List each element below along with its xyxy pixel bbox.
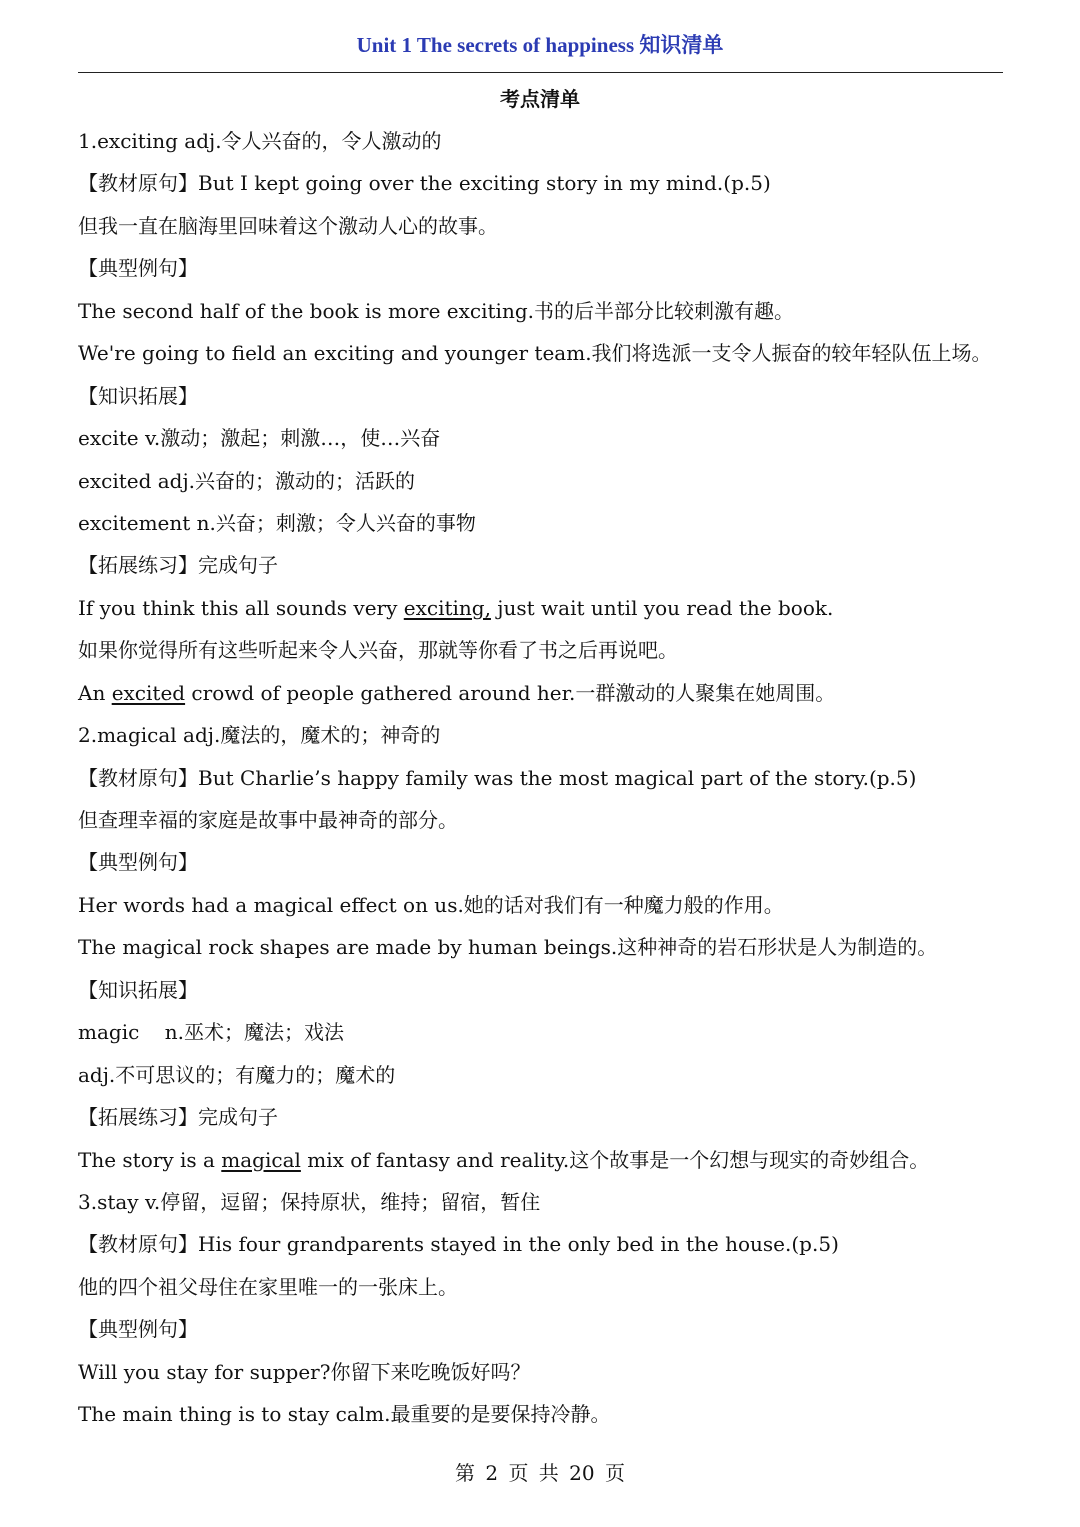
subsection-label: 【典型例句】 (78, 850, 198, 875)
example-sentence: The second half of the book is more exciting.书的后半部分比较刺激有趣。 (78, 298, 794, 323)
exercise-answer: exciting, (403, 595, 491, 620)
example-sentence: Her words had a magical effect on us.她的话对我们有一种魔力般的作用。 (78, 892, 784, 917)
exercise-answer: magical (221, 1147, 301, 1172)
exercise-sentence (78, 676, 1038, 718)
exercise-text: crowd of people gathered around her.一群激动的人聚集在她周围。 (185, 680, 836, 705)
example-sentence: The main thing is to stay calm.最重要的是要保持冷静。 (78, 1402, 611, 1427)
subsection-label: 【知识拓展】 (78, 977, 198, 1002)
word-form-line: magic n.巫术；魔法；戏法 (78, 1020, 344, 1045)
subsection-label: 【拓展练习】完成句子 (78, 1105, 278, 1130)
word-form-line: excited adj.兴奋的；激动的；活跃的 (78, 468, 416, 493)
textbook-sentence: 【教材原句】But I kept going over the exciting story in my mind.(p.5) (78, 171, 771, 196)
entry-heading: 2.magical adj.魔法的，魔术的；神奇的 (78, 723, 441, 748)
subsection-label: 【典型例句】 (78, 256, 198, 281)
exercise-text: just wait until you read the book. (490, 595, 834, 620)
exercise-text: An (78, 680, 112, 705)
entry-heading: 1.exciting adj.令人兴奋的，令人激动的 (78, 129, 442, 153)
exercise-answer: excited (111, 680, 186, 705)
word-form-line: adj.不可思议的；有魔力的；魔术的 (78, 1062, 396, 1087)
example-sentence: The magical rock shapes are made by human beings.这种神奇的岩石形状是人为制造的。 (78, 935, 938, 960)
textbook-sentence: 【教材原句】His four grandparents stayed in the only bed in the house.(p.5) (78, 1232, 839, 1257)
subsection-label: 【拓展练习】完成句子 (78, 553, 278, 578)
word-form-line: excitement n.兴奋；刺激；令人兴奋的事物 (78, 510, 476, 535)
page-number: 第 2 页 共 20 页 (455, 1461, 625, 1485)
subsection-label: 【知识拓展】 (78, 383, 198, 408)
exercise-text: mix of fantasy and reality.这个故事是一个幻想与现实的奇妙组合。 (300, 1147, 930, 1172)
translation-line: 但我一直在脑海里回味着这个激动人心的故事。 (78, 213, 498, 238)
section-title: 考点清单 (500, 87, 580, 111)
exercise-sentence (78, 591, 1038, 633)
exercise-text: If you think this all sounds very (78, 595, 404, 620)
entry-heading: 3.stay v.停留，逗留；保持原状，维持；留宿，暂住 (78, 1189, 541, 1214)
subsection-label: 【典型例句】 (78, 1317, 198, 1342)
translation-line: 如果你觉得所有这些听起来令人兴奋，那就等你看了书之后再说吧。 (78, 638, 678, 663)
translation-line: 他的四个祖父母住在家里唯一的一张床上。 (78, 1274, 458, 1299)
textbook-sentence: 【教材原句】But Charlie’s happy family was the most magical part of the story.(p.5) (78, 765, 917, 790)
example-sentence: Will you stay for supper?你留下来吃晚饭好吗？ (78, 1359, 531, 1384)
word-form-line: excite v.激动；激起；刺激…，使…兴奋 (78, 426, 441, 451)
exercise-text: The story is a (78, 1147, 222, 1172)
document-header-title: Unit 1 The secrets of happiness 知识清单 (356, 33, 724, 57)
exercise-sentence (78, 1143, 1038, 1185)
translation-line: 但查理幸福的家庭是故事中最神奇的部分。 (78, 808, 458, 832)
header-divider (78, 72, 1003, 73)
content-body (78, 124, 1038, 1440)
example-sentence: We're going to field an exciting and younger team.我们将选派一支令人振奋的较年轻队伍上场。 (78, 341, 992, 366)
